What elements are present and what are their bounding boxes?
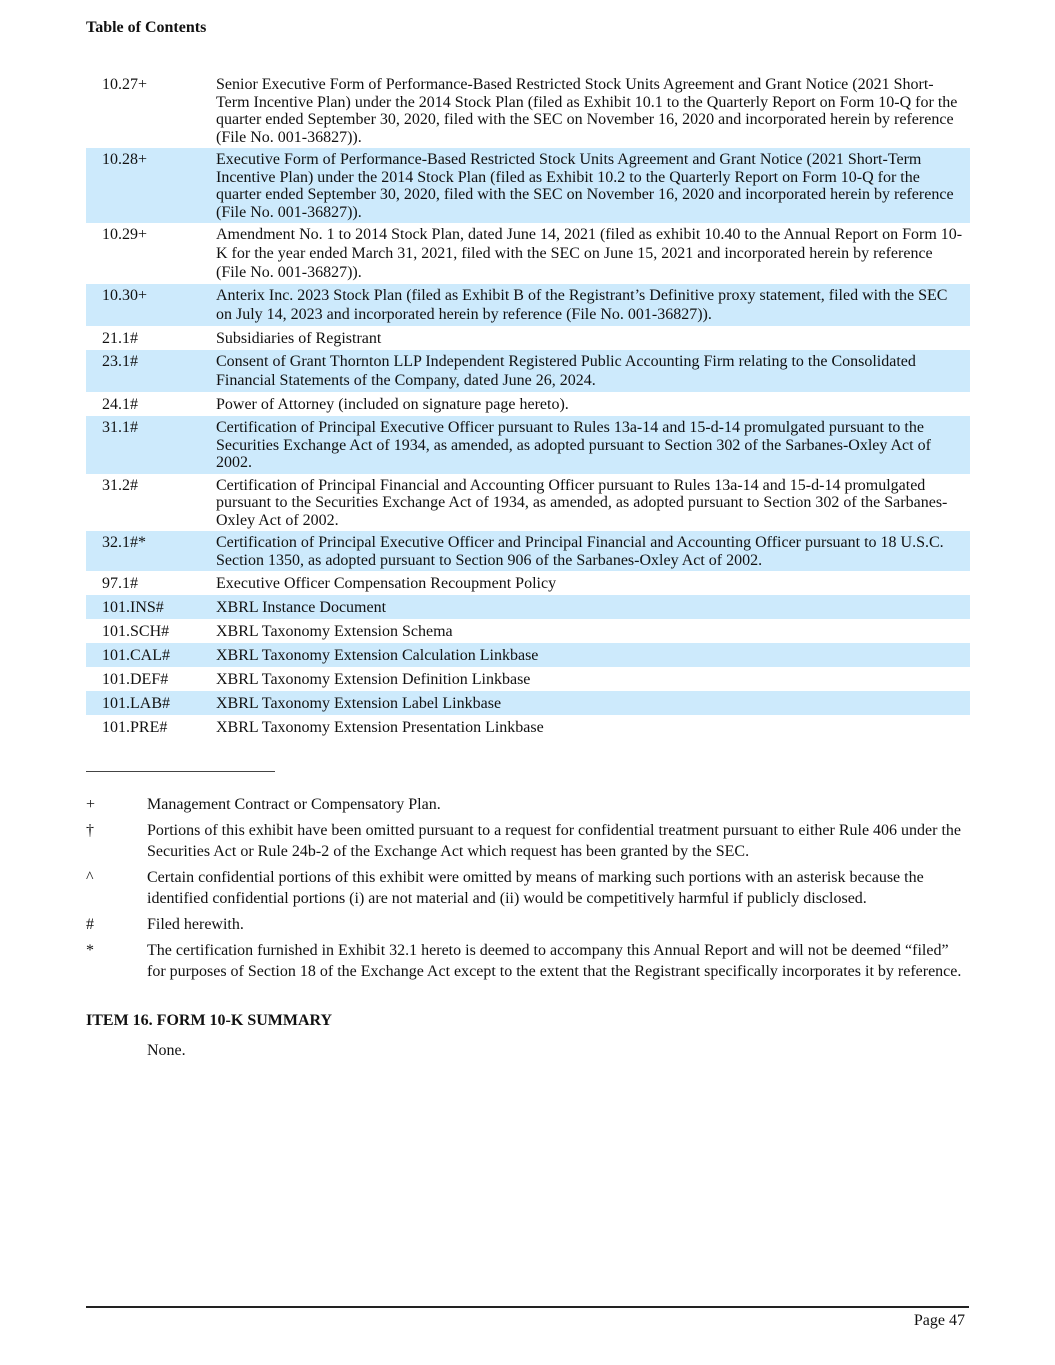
exhibit-number: 32.1#* (102, 534, 146, 551)
footnote (86, 820, 970, 862)
exhibit-number: 31.2# (102, 476, 138, 494)
item-16-heading: ITEM 16. FORM 10-K SUMMARY (86, 1012, 333, 1029)
item-16-body: None. (147, 1042, 186, 1059)
exhibit-row (86, 416, 970, 474)
footnotes (86, 794, 970, 987)
footnote-text: Management Contract or Compensatory Plan. (147, 796, 441, 813)
footnote-symbol: + (86, 796, 96, 813)
exhibit-row (86, 619, 970, 643)
exhibit-row (86, 643, 970, 667)
exhibit-number: 10.27+ (102, 76, 148, 93)
footnote-text: Filed herewith. (147, 916, 244, 933)
footnote (86, 940, 970, 982)
exhibit-description: XBRL Taxonomy Extension Definition Linkbase (216, 671, 531, 688)
exhibit-row (86, 284, 970, 326)
exhibit-row (86, 715, 970, 739)
exhibit-row (86, 691, 970, 715)
exhibit-description: XBRL Taxonomy Extension Presentation Linkbase (216, 719, 544, 736)
exhibit-description: Anterix Inc. 2023 Stock Plan (filed as Exhibit B of the Registrant’s Definitive proxy statement, filed with the SEC on July 14, 2023 and incorporated herein by reference (File No. 001-36827)). (216, 287, 948, 323)
exhibit-number: 101.CAL# (102, 647, 170, 664)
exhibit-row (86, 350, 970, 392)
exhibit-description: Senior Executive Form of Performance-Based Restricted Stock Units Agreement and Grant Notice (2021 Short-Term Incentive Plan) under the 2014 Stock Plan (filed as Exhibit 10.1 to the Quarterly Report on Form 10-Q for the quarter ended September 30, 2020, filed with the SEC on November 16, 2020 and incorporated herein by reference (File No. 001-36827)). (216, 76, 958, 146)
exhibit-number: 101.SCH# (102, 623, 170, 640)
exhibit-description: Power of Attorney (included on signature page hereto). (216, 396, 569, 413)
exhibit-row (86, 667, 970, 691)
exhibit-number: 21.1# (102, 330, 138, 347)
exhibit-description: Executive Officer Compensation Recoupment Policy (216, 575, 557, 592)
exhibit-row (86, 531, 970, 571)
page-number: Page 47 (913, 1312, 965, 1329)
table-of-contents-link[interactable]: Table of Contents (86, 19, 207, 36)
exhibit-table (86, 73, 970, 739)
footnote-symbol: # (86, 916, 94, 933)
exhibit-row (86, 571, 970, 595)
exhibit-number: 31.1# (102, 419, 138, 436)
footnote-text: Portions of this exhibit have been omitted pursuant to a request for confidential treatment pursuant to either Rule 406 under the Securities Act or Rule 24b-2 of the Exchange Act which request has been granted by the SEC. (147, 822, 962, 860)
exhibit-number: 10.29+ (102, 226, 148, 243)
exhibit-number: 24.1# (102, 396, 138, 413)
footnote-text: Certain confidential portions of this exhibit were omitted by means of marking such portions with an asterisk because the identified confidential portions (i) are not material and (ii) would be competitively harmful if publicly disclosed. (147, 869, 924, 907)
exhibit-description: Consent of Grant Thornton LLP Independent Registered Public Accounting Firm relating to the Consolidated Financial Statements of the Company, dated June 26, 2024. (216, 353, 916, 389)
exhibit-description: Certification of Principal Executive Officer pursuant to Rules 13a-14 and 15-d-14 promulgated pursuant to the Securities Exchange Act of 1934, as amended, as adopted pursuant to Section 302 of the Sarbanes-Oxley Act of 2002. (216, 419, 931, 471)
footnote-symbol: * (86, 942, 94, 959)
exhibit-row (86, 392, 970, 416)
exhibit-description: Certification of Principal Executive Officer and Principal Financial and Accounting Officer pursuant to 18 U.S.C. Section 1350, as adopted pursuant to Section 906 of the Sarbanes-Oxley Act of 2002. (216, 534, 944, 569)
exhibit-description: Executive Form of Performance-Based Restricted Stock Units Agreement and Grant Notice (2021 Short-Term Incentive Plan) under the 2014 Stock Plan (filed as Exhibit 10.2 to the Quarterly Report on Form 10-Q for the quarter ended September 30, 2020, filed with the SEC on November 16, 2020 and incorporated herein by reference (File No. 001-36827)). (216, 151, 954, 221)
exhibit-number: 23.1# (102, 353, 138, 370)
exhibit-description: Subsidiaries of Registrant (216, 330, 382, 347)
exhibit-description: XBRL Taxonomy Extension Label Linkbase (216, 695, 502, 712)
footnote-text: The certification furnished in Exhibit 32.1 hereto is deemed to accompany this Annual Report and will not be deemed “filed” for purposes of Section 18 of the Exchange Act except to the extent that the Registrant specifically incorporates it by reference. (147, 942, 962, 980)
exhibit-row (86, 148, 970, 223)
exhibit-description: XBRL Taxonomy Extension Schema (216, 623, 453, 640)
footnote (86, 794, 970, 815)
exhibit-number: 101.PRE# (102, 719, 168, 736)
exhibit-description: XBRL Instance Document (216, 599, 387, 616)
exhibit-row (86, 326, 970, 350)
exhibit-number: 101.LAB# (102, 695, 170, 712)
footer-rule (86, 1306, 969, 1308)
exhibit-description: Certification of Principal Financial and Accounting Officer pursuant to Rules 13a-14 and 15-d-14 promulgated pursuant to the Securities Exchange Act of 1934, as amended, as adopted pursuant to Section 302 of the Sarbanes-Oxley Act of 2002. (216, 476, 948, 529)
footnote-symbol: † (86, 822, 94, 839)
footnote (86, 867, 970, 909)
footnote (86, 914, 970, 935)
exhibit-row (86, 595, 970, 619)
exhibit-number: 10.30+ (102, 287, 148, 304)
exhibit-number: 101.INS# (102, 599, 164, 616)
exhibit-row (86, 223, 970, 284)
footnote-symbol: ^ (86, 869, 94, 886)
exhibit-description: Amendment No. 1 to 2014 Stock Plan, dated June 14, 2021 (filed as exhibit 10.40 to the Annual Report on Form 10-K for the year ended March 31, 2021, filed with the SEC on June 15, 2021 and incorporated herein by reference (File No. 001-36827)). (216, 226, 963, 281)
exhibit-row (86, 474, 970, 532)
exhibit-row (86, 73, 970, 148)
exhibit-number: 10.28+ (102, 151, 148, 168)
footnote-separator (86, 771, 275, 772)
exhibit-number: 97.1# (102, 575, 138, 592)
exhibit-number: 101.DEF# (102, 671, 169, 688)
exhibit-description: XBRL Taxonomy Extension Calculation Linkbase (216, 647, 539, 664)
